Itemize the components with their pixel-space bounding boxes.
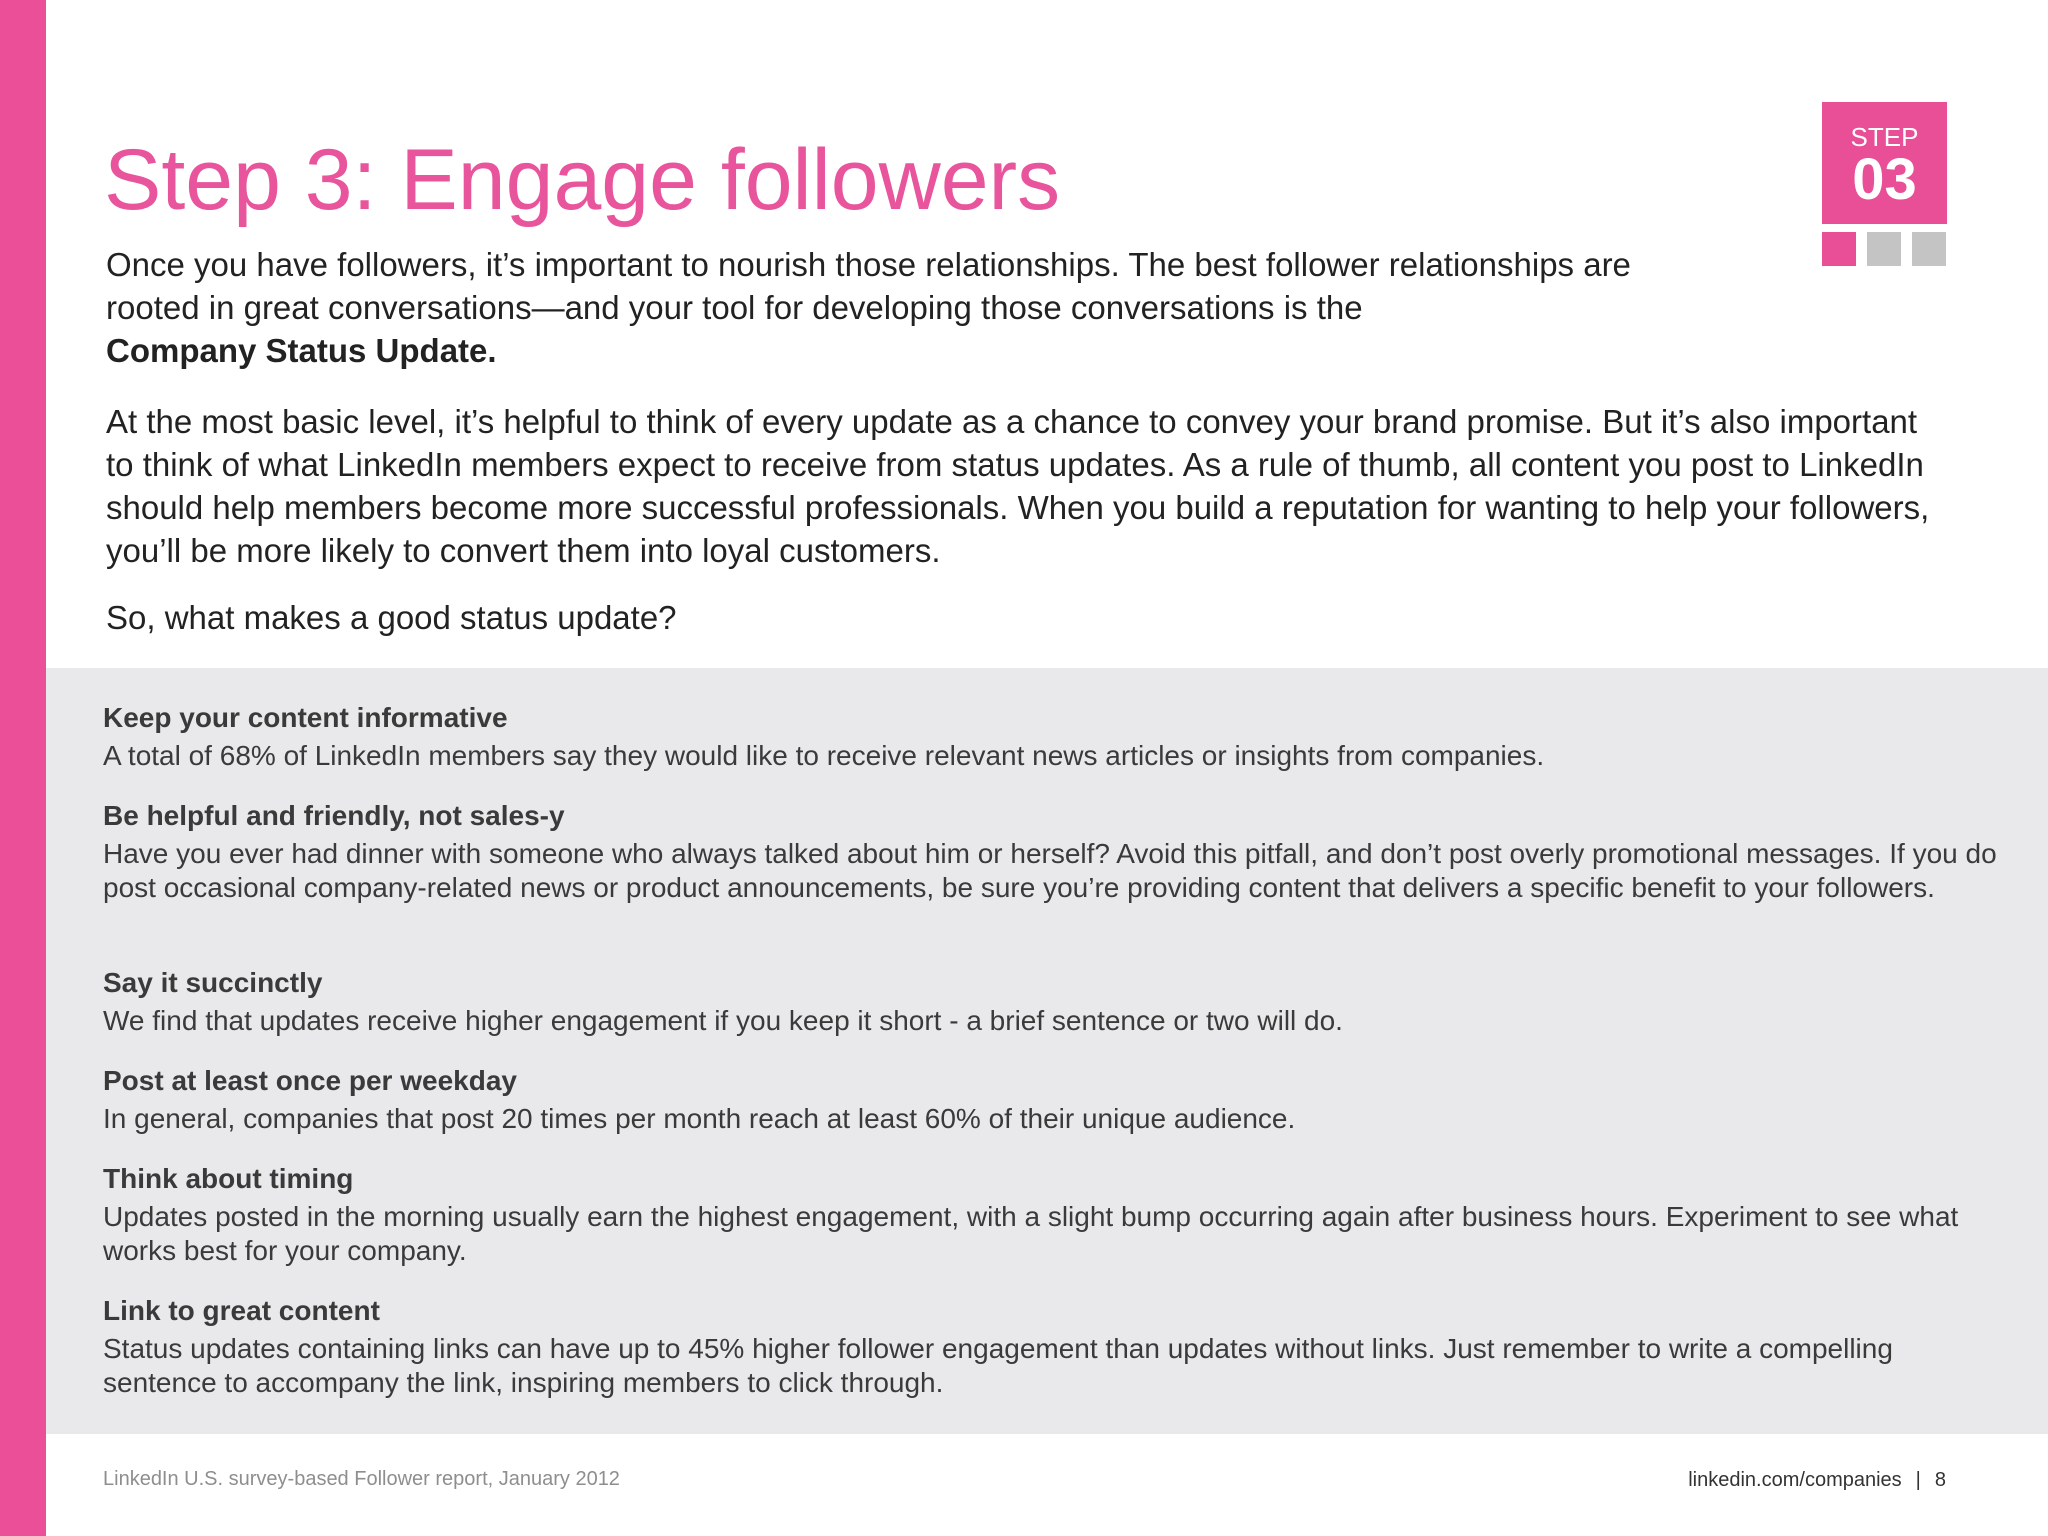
tip-heading: Post at least once per weekday <box>103 1065 517 1096</box>
tip-item <box>103 701 2003 773</box>
tips-panel <box>46 668 2048 1434</box>
body-paragraph: At the most basic level, it’s helpful to think of every update as a chance to convey your brand promise. But it’s also important to think of what LinkedIn members expect to receive from status updates. As a rule of thumb, all content you post to LinkedIn should help members become more successful professionals. When you build a reputation for wanting to help your followers, you’ll be more likely to convert them into loyal customers. <box>106 403 1930 569</box>
tip-text: Status updates containing links can have up to 45% higher follower engagement than updates without links. Just remember to write a compelling sentence to accompany the link, inspiring members to click through. <box>103 1333 1893 1398</box>
footer-separator: | <box>1915 1469 1921 1491</box>
footer-right <box>1688 1467 1946 1493</box>
footer-source: LinkedIn U.S. survey-based Follower report, January 2012 <box>103 1468 620 1490</box>
tip-heading: Keep your content informative <box>103 702 508 733</box>
question-text: So, what makes a good status update? <box>106 599 677 636</box>
step-progress-dot <box>1912 232 1946 266</box>
tip-item <box>103 1162 2003 1268</box>
intro-text: Once you have followers, it’s important to nourish those relationships. The best follower relationships are rooted in great conversations—and your tool for developing those conversations is the <box>106 246 1631 326</box>
footer-site-link[interactable]: linkedin.com/companies <box>1688 1469 1902 1491</box>
tip-text: We find that updates receive higher engagement if you keep it short - a brief sentence or two will do. <box>103 1005 1343 1036</box>
step-progress-dot-active <box>1822 232 1856 266</box>
tip-heading: Link to great content <box>103 1295 380 1326</box>
tip-item <box>103 799 2003 905</box>
intro-paragraph <box>106 243 1706 372</box>
accent-side-bar <box>0 0 46 1536</box>
step-progress-dot <box>1867 232 1901 266</box>
tip-heading: Think about timing <box>103 1163 354 1194</box>
tip-text: Have you ever had dinner with someone who always talked about him or herself? Avoid this pitfall, and don’t post overly promotional messages. If you do post occasional company-related news or product announcements, be sure you’re providing content that delivers a specific benefit to your followers. <box>103 838 1997 903</box>
tip-text: In general, companies that post 20 times per month reach at least 60% of their unique audience. <box>103 1103 1296 1134</box>
intro-emphasis: Company Status Update. <box>106 332 497 369</box>
tip-heading: Be helpful and friendly, not sales-y <box>103 800 565 831</box>
tip-item <box>103 1294 2003 1400</box>
page-number: 8 <box>1934 1469 1946 1491</box>
step-badge <box>1822 102 1947 224</box>
tip-heading: Say it succinctly <box>103 967 323 998</box>
step-badge-number: 03 <box>1852 147 1917 212</box>
tip-text: A total of 68% of LinkedIn members say they would like to receive relevant news articles or insights from companies. <box>103 740 1545 771</box>
tip-item <box>103 1064 2003 1136</box>
page-title: Step 3: Engage followers <box>104 132 1061 228</box>
tip-item <box>103 966 2003 1038</box>
step-badge-label: STEP <box>1850 122 1919 152</box>
tip-text: Updates posted in the morning usually earn the highest engagement, with a slight bump occurring again after business hours. Experiment to see what works best for your company. <box>103 1201 1959 1266</box>
